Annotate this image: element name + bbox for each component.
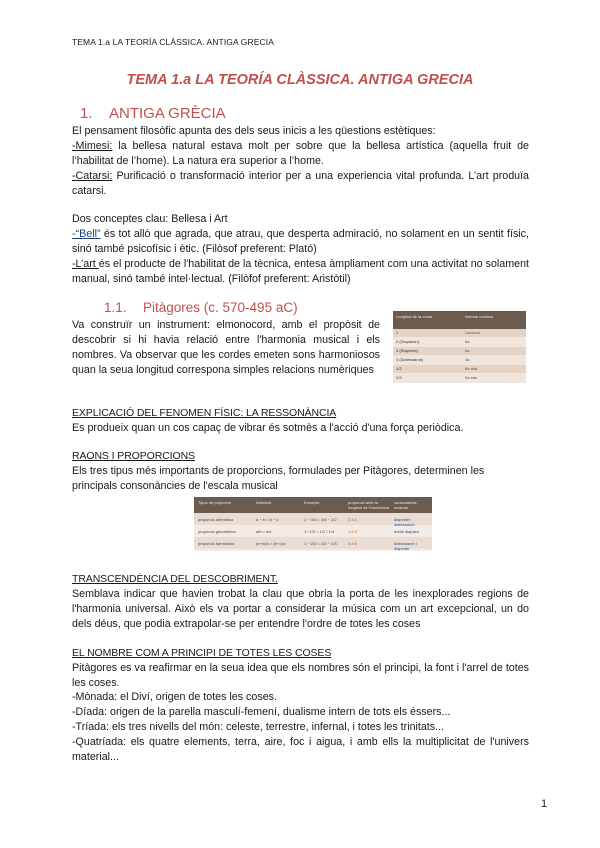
document-title: TEMA 1.a LA TEORÍA CLÀSSICA. ANTIGA GRECIA bbox=[126, 72, 474, 88]
table-cell: 5a alta bbox=[465, 375, 478, 380]
table-cell: diapente i diatessaron bbox=[394, 517, 415, 527]
table-row bbox=[194, 513, 432, 525]
bell-term: -“Bell” bbox=[72, 228, 101, 240]
table-header-cell: Longitud de la corda bbox=[396, 314, 433, 319]
proportions-table bbox=[194, 497, 432, 551]
table-cell: 8a alta bbox=[465, 366, 478, 371]
list-item: -Díada: origen de la parella masculí-femení, dualisme intern de tots els éssers... bbox=[72, 706, 451, 718]
subsection-number: 1.1. bbox=[104, 300, 127, 315]
art-text: és el producte de l'habilitat de la tècnica, entesa àmpliament com una activitat no solament manual, sinó també intel·lectual. (Filòfof preferent: Aristòtil) bbox=[72, 258, 529, 285]
transcendence-paragraph: Semblava indicar que havien trobat la clau que obria la porta de les inexplorades regions de l'harmonia universal. Això els va portar a considerar la música com un art excepcional, un do dels déus, que podia extrapolar-se per entendre l'ordre de totes les coses bbox=[72, 588, 529, 630]
mimesi-paragraph bbox=[72, 139, 529, 169]
mimesi-text: la bellesa natural estava molt per sobre que la bellesa artística (aquella fruit de l’habilitat de l’home). La natura era superior a l’home. bbox=[72, 140, 529, 167]
table-row bbox=[194, 525, 432, 537]
concepts-intro: Dos conceptes clau: Bellesa i Art bbox=[72, 213, 228, 225]
table-cell: a − b = b − c bbox=[256, 517, 279, 522]
table-cell: 4a bbox=[465, 357, 470, 362]
table-row bbox=[393, 347, 526, 355]
table-cell: 1 bbox=[396, 330, 399, 335]
table-cell: 3 (Diapente) bbox=[396, 348, 419, 353]
catarsi-paragraph bbox=[72, 169, 529, 199]
resonance-paragraph: Es produeix quan un cos capaç de vibrar és sotmès a l'acció d'una força periòdica. bbox=[72, 422, 464, 434]
pythagoras-paragraph: Va construïr un instrument: elmonocord, amb el propòsit de descobrir si hi havia relació entre l'harmonia musical i els nombres. Va observar que les cordes emeten sons harmoniosos quan la seua longitud correspona simples relacions numèriques bbox=[72, 319, 380, 376]
subsection-title: Pitàgores (c. 570-495 aC) bbox=[143, 300, 298, 315]
table-cell: 1 − 3/4 = 3/4 − 1/2 bbox=[304, 517, 337, 522]
table-cell: a/b = b/c bbox=[256, 529, 272, 534]
section-heading-1 bbox=[80, 105, 226, 122]
table-cell: diatessaron i diapente bbox=[394, 541, 417, 551]
list-item: -Mònada: el Diví, origen de totes les coses. bbox=[72, 691, 277, 703]
table-header-cell: Definició bbox=[256, 500, 272, 505]
table-cell: 1 − 2/3 = 1/2 − 1/3 bbox=[304, 541, 337, 546]
table-row bbox=[393, 356, 526, 364]
table-row bbox=[393, 374, 526, 382]
catarsi-term: -Catarsi: bbox=[72, 170, 113, 182]
table-cell: (a−b)/a = (b−c)/c bbox=[256, 541, 286, 546]
proportions-heading: RAONS I PROPORCIONS bbox=[72, 450, 195, 462]
list-item: -Quatríada: els quatre elements, terra, aire, foc i aigua, i amb ells la multiplicitat de l'univers material... bbox=[72, 736, 529, 763]
table-cell: proporció harmònica bbox=[198, 541, 235, 546]
table-cell: proporció aritmètica bbox=[198, 517, 234, 522]
art-paragraph bbox=[72, 257, 529, 287]
table-header-cell: consonància musical bbox=[394, 500, 417, 510]
proportions-paragraph: Els tres tipus més importants de proporcions, formulades per Pitàgores, determinen les principals consonàncies de l'escala musical bbox=[72, 465, 485, 492]
table-row bbox=[393, 329, 526, 337]
table-row bbox=[393, 338, 526, 346]
number-paragraph: Pitàgores es va reafirmar en la seua idea que els nombres són el principi, la font i l'arrel de totes les coses. bbox=[72, 662, 529, 689]
catarsi-text: Purificació o transformació interior per a una experiencia vital profunda. L’art produïa catarsi. bbox=[72, 170, 529, 197]
table-cell: 4 (Diatessaron) bbox=[396, 357, 424, 362]
list-item: -Tríada: els tres nivells del món: celeste, terrestre, infernal, i totes les trinitats... bbox=[72, 721, 445, 733]
resonance-heading: EXPLICACIÓ DEL FENOMEN FÍSIC: LA RESSONÀNCIA bbox=[72, 407, 337, 419]
bell-paragraph bbox=[72, 227, 529, 257]
number-heading: EL NOMBRE COM A PRINCIPI DE TOTES LES COSES bbox=[72, 647, 332, 659]
section-heading-1-1 bbox=[104, 300, 298, 315]
table-cell: doble diapasó bbox=[394, 529, 419, 534]
table-header-cell: proporció amb la longitud de l'harmònica bbox=[348, 500, 390, 510]
table-header-cell: Interval musical bbox=[465, 314, 493, 319]
table-cell: 2:3:4 bbox=[348, 517, 357, 522]
art-term: -L’art bbox=[72, 258, 99, 270]
mimesi-term: -Mimesi: bbox=[72, 140, 113, 152]
section-title: ANTIGA GRÈCIA bbox=[109, 105, 226, 122]
table-header-cell: Exemple bbox=[304, 500, 320, 505]
monochord-table-header bbox=[393, 311, 526, 329]
bell-text: és tot allò que agrada, que atrau, que desperta admiració, no solament en un sentit físic, sinó també psicofísic i ètic. (Filòsof preferent: Plató) bbox=[72, 228, 529, 255]
table-cell: proporció geomètrica bbox=[198, 529, 236, 534]
table-header-cell: Tipus de proporció bbox=[198, 500, 231, 505]
table-cell: 2/3 bbox=[396, 375, 402, 380]
page-number: 1 bbox=[541, 798, 548, 810]
table-cell: 1 / 1/2 = 1/2 / 1/4 bbox=[304, 529, 335, 534]
table-cell: 3:4:6 bbox=[348, 541, 357, 546]
table-row bbox=[393, 365, 526, 373]
proportions-table-header bbox=[194, 497, 432, 513]
intro-paragraph: El pensament filosòfic apunta des dels seus inicis a les qüestions estètiques: bbox=[72, 125, 436, 137]
transcendence-heading: TRANSCENDÈNCIA DEL DESCOBRIMENT. bbox=[72, 573, 278, 585]
table-cell: 8a bbox=[465, 339, 470, 344]
section-number: 1. bbox=[80, 105, 93, 122]
running-header: TEMA 1.a LA TEORÍA CLÀSSICA. ANTIGA GRECIA bbox=[72, 37, 274, 47]
table-cell: Unísono bbox=[465, 330, 480, 335]
table-cell: 5a bbox=[465, 348, 470, 353]
table-cell: 1/2 bbox=[396, 366, 402, 371]
table-cell: 1:2:4 bbox=[348, 529, 357, 534]
monochord-table bbox=[393, 311, 526, 383]
table-cell: 2 (Diapasón) bbox=[396, 339, 419, 344]
table-row bbox=[194, 537, 432, 549]
